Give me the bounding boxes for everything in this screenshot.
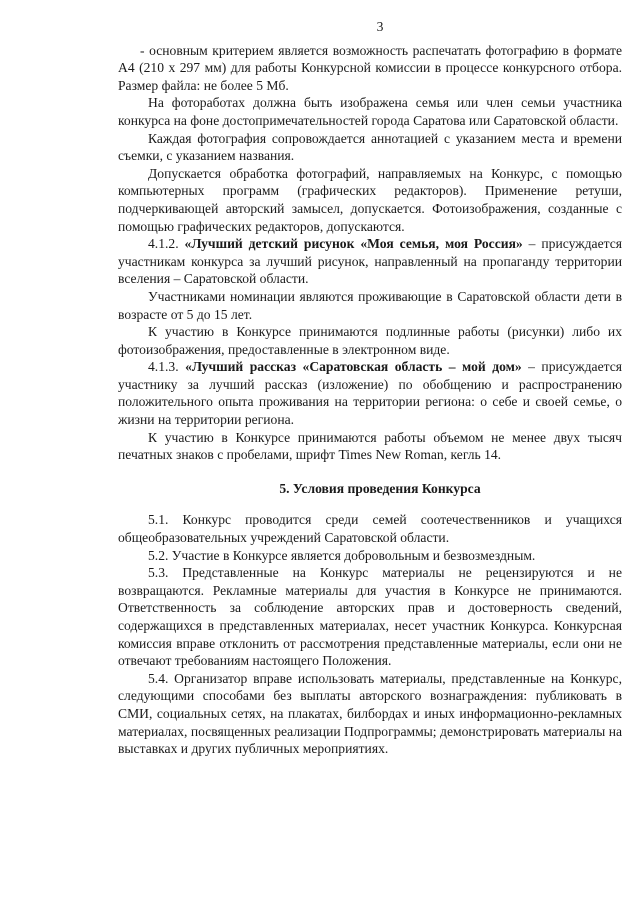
- clause-5-4: 5.4. Организатор вправе использовать материалы, представленные на Конкурс, следующими способами без выплаты авторского вознаграждения: публиковать в СМИ, социальных сетях, на плакатах, билбордах и иных информационно-рекламных материалах, посвященных реализации Подпрограммы; демонстрировать материалы на выставках и других публичных мероприятиях.: [118, 670, 622, 757]
- clause-4-1-3-text: – присуждается участнику за лучший рассказ (изложение) по обобщению и распространению положительного опыта проживания на территории региона: о себе и своей семье, о жизни на территории региона.: [118, 359, 623, 428]
- clause-5-1: 5.1. Конкурс проводится среди семей соотечественников и учащихся общеобразовательных учреждений Саратовской области.: [118, 512, 622, 546]
- clause-5-3: 5.3. Представленные на Конкурс материалы не рецензируются и не возвращаются. Рекламные материалы для участия в Конкурсе не принимаются. Ответственность за соблюдение авторских прав и достоверность сведений, содержащихся в представленных материалах, несет участник Конкурса. Конкурсная комиссия вправе отклонить от рассмотрения представленные материалы, если они не отвечают требованиям настоящего Положения.: [118, 565, 622, 669]
- clause-4-1-2-number: 4.1.2.: [148, 236, 179, 252]
- clause-4-1-2: [118, 235, 622, 288]
- paragraph-print-criterion: - основным критерием является возможность распечатать фотографию в формате А4 (210 х 297 мм) для работы Конкурсной комиссии в процессе конкурсного отбора. Размер файла: не более 5 Мб.: [118, 42, 622, 93]
- clause-4-1-2-text: – присуждается участникам конкурса за лучший рисунок, направленный на пропаганду территории вселения – Саратовской области.: [118, 236, 622, 287]
- paragraph-participants: Участниками номинации являются проживающие в Саратовской области дети в возрасте от 5 до 15 лет.: [118, 288, 622, 322]
- paragraph-photo-content: На фотоработах должна быть изображена семья или член семьи участника конкурса на фоне достопримечательностей города Саратова или Саратовской области.: [118, 95, 622, 128]
- paragraph-drawings-accepted: К участию в Конкурсе принимаются подлинные работы (рисунки) либо их фотоизображения, предоставленные в электронном виде.: [118, 324, 622, 357]
- paragraph-photo-processing: Допускается обработка фотографий, направляемых на Конкурс, с помощью компьютерных программ (графических редакторов). Применение ретуши, подчеркивающей авторский замысел, допускается. Фотоизображения, созданные с помощью графических редакторов, допускаются.: [118, 165, 622, 234]
- paragraph-photo-annotation: Каждая фотография сопровождается аннотацией с указанием места и времени съемки, с указанием названия.: [118, 130, 622, 164]
- paragraph-story-requirements: К участию в Конкурсе принимаются работы объемом не менее двух тысяч печатных знаков с пробелами, шрифт Times New Roman, кегль 14.: [118, 429, 622, 463]
- page-number: 3: [376, 19, 384, 34]
- clause-5-2: 5.2. Участие в Конкурсе является добровольным и безвозмездным.: [148, 547, 536, 563]
- section-5-title: 5. Условия проведения Конкурса: [279, 480, 481, 496]
- clause-4-1-3-number: 4.1.3.: [148, 359, 179, 375]
- clause-4-1-3: [118, 358, 622, 428]
- clause-4-1-3-title: «Лучший рассказ «Саратовская область – мой дом»: [185, 359, 522, 375]
- clause-4-1-2-title: «Лучший детский рисунок «Моя семья, моя Россия»: [184, 236, 523, 252]
